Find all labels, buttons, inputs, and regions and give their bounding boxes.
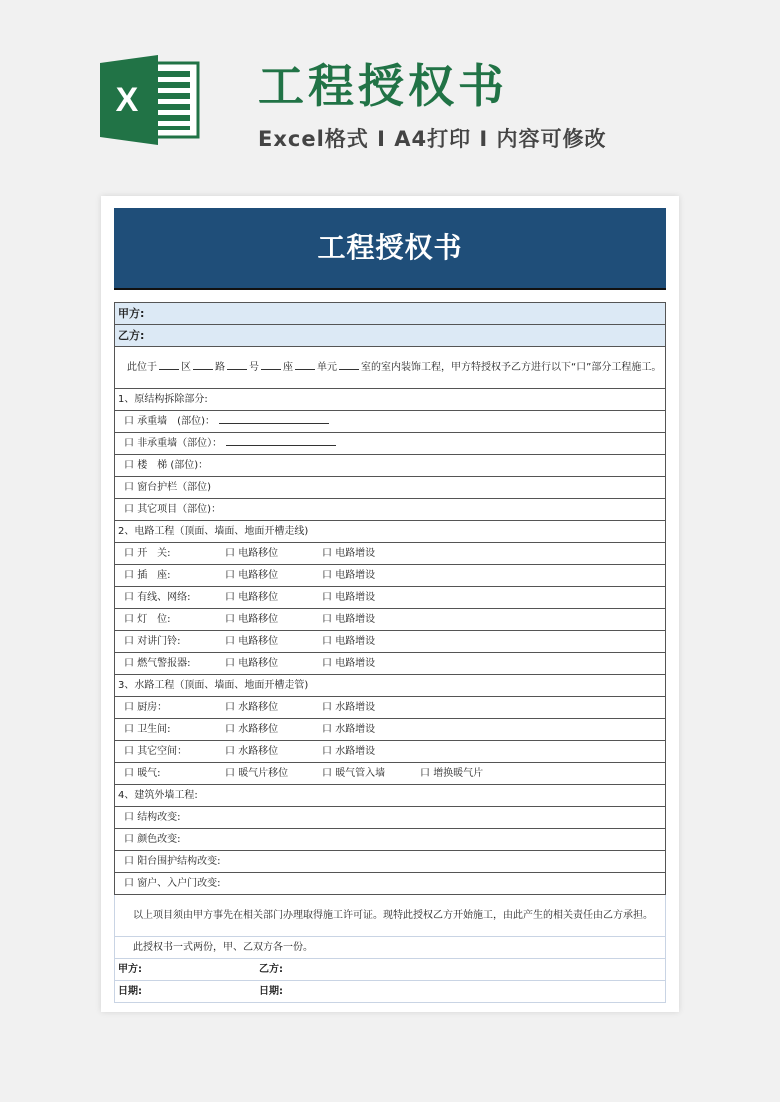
checkbox-icon[interactable]: 口 xyxy=(124,482,134,493)
checkbox-icon[interactable]: 口 xyxy=(225,592,235,603)
checkbox-option[interactable] xyxy=(124,416,215,427)
checklist-row xyxy=(114,499,666,521)
checkbox-icon[interactable]: 口 xyxy=(124,812,134,823)
checkbox-icon[interactable]: 口 xyxy=(225,702,235,713)
checkbox-label: 电路增设 xyxy=(335,658,376,669)
checkbox-icon[interactable]: 口 xyxy=(322,570,332,581)
checklist-row xyxy=(114,477,666,499)
checkbox-option[interactable] xyxy=(225,587,278,608)
checkbox-icon[interactable]: 口 xyxy=(322,658,332,669)
checklist-row xyxy=(114,543,666,565)
checkbox-icon[interactable]: 口 xyxy=(225,614,235,625)
intro-text: 单元 xyxy=(317,362,337,373)
party-a-label: 甲方: xyxy=(118,307,145,320)
checkbox-option[interactable] xyxy=(124,504,221,515)
checkbox-icon[interactable]: 口 xyxy=(225,548,235,559)
form-title-banner: 工程授权书 xyxy=(114,208,666,290)
checkbox-option[interactable] xyxy=(124,724,171,735)
address-blank[interactable] xyxy=(193,357,213,370)
checklist-row xyxy=(114,763,666,785)
checkbox-label: 电路增设 xyxy=(335,548,376,559)
checkbox-label: 卫生间: xyxy=(137,724,171,735)
checkbox-label: 承重墙 (部位)： xyxy=(137,416,215,427)
svg-text:X: X xyxy=(115,81,139,119)
checkbox-icon[interactable]: 口 xyxy=(124,702,134,713)
checkbox-label: 水路增设 xyxy=(335,702,376,713)
section-heading: 3、水路工程（顶面、墙面、地面开槽走管) xyxy=(114,675,666,697)
checkbox-icon[interactable]: 口 xyxy=(124,834,134,845)
checklist-row xyxy=(114,653,666,675)
excel-logo-icon xyxy=(100,55,200,145)
address-blank[interactable] xyxy=(159,357,179,370)
address-blank[interactable] xyxy=(227,357,247,370)
checkbox-option[interactable] xyxy=(322,697,375,718)
party-a-row[interactable] xyxy=(114,302,666,325)
checkbox-option[interactable] xyxy=(124,570,171,581)
copies-statement: 此授权书一式两份，甲、乙双方各一份。 xyxy=(114,937,666,959)
checklist-row xyxy=(114,609,666,631)
checkbox-option[interactable] xyxy=(124,702,167,713)
checkbox-option[interactable] xyxy=(225,741,278,762)
checkbox-label: 窗台护栏（部位) xyxy=(137,482,212,493)
checkbox-option[interactable] xyxy=(420,763,483,784)
checkbox-icon[interactable]: 口 xyxy=(322,548,332,559)
checkbox-option[interactable] xyxy=(124,812,181,823)
section-heading: 2、电路工程（顶面、墙面、地面开槽走线) xyxy=(114,521,666,543)
checklist-row xyxy=(114,433,666,455)
checkbox-label: 水路增设 xyxy=(335,746,376,757)
document-sheet xyxy=(101,196,679,1012)
checkbox-label: 电路移位 xyxy=(238,570,279,581)
checklist-row xyxy=(114,741,666,763)
checkbox-icon[interactable]: 口 xyxy=(124,460,134,471)
checkbox-label: 有线、网络: xyxy=(137,592,191,603)
checkbox-icon[interactable]: 口 xyxy=(124,548,134,559)
checkbox-label: 电路移位 xyxy=(238,548,279,559)
page-title: 工程授权书 xyxy=(258,59,508,113)
checkbox-label: 灯 位: xyxy=(137,614,171,625)
location-input-line[interactable] xyxy=(219,411,329,424)
checkbox-option[interactable] xyxy=(124,768,161,779)
intro-text: 路 xyxy=(215,362,225,373)
checkbox-icon[interactable]: 口 xyxy=(225,570,235,581)
checkbox-label: 开 关: xyxy=(137,548,171,559)
checkbox-label: 其它项目（部位)： xyxy=(137,504,222,515)
checkbox-label: 插 座: xyxy=(137,570,171,581)
checkbox-option[interactable] xyxy=(322,565,375,586)
checkbox-option[interactable] xyxy=(124,878,221,889)
checkbox-option[interactable] xyxy=(124,658,191,669)
address-blank[interactable] xyxy=(261,357,281,370)
checkbox-label: 暖气管入墙 xyxy=(335,768,386,779)
checkbox-label: 水路移位 xyxy=(238,724,279,735)
section-heading: 4、建筑外墙工程: xyxy=(114,785,666,807)
checkbox-icon[interactable]: 口 xyxy=(124,438,134,449)
sign-party-b: 乙方: xyxy=(259,964,283,975)
checkbox-option[interactable] xyxy=(124,548,171,559)
sign-party-a: 甲方: xyxy=(118,964,142,975)
checkbox-option[interactable] xyxy=(322,609,375,630)
checkbox-label: 结构改变: xyxy=(137,812,181,823)
checkbox-icon[interactable]: 口 xyxy=(322,724,332,735)
checkbox-icon[interactable]: 口 xyxy=(124,592,134,603)
checkbox-option[interactable] xyxy=(124,460,208,471)
date-party-b: 日期: xyxy=(259,986,283,997)
checklist-row xyxy=(114,565,666,587)
checkbox-label: 其它空间： xyxy=(137,746,188,757)
checkbox-icon[interactable]: 口 xyxy=(225,658,235,669)
checklist-row xyxy=(114,631,666,653)
checkbox-label: 电路增设 xyxy=(335,614,376,625)
checkbox-icon[interactable]: 口 xyxy=(322,768,332,779)
checkbox-option[interactable] xyxy=(124,438,222,449)
checkbox-option[interactable] xyxy=(225,763,288,784)
checkbox-label: 电路移位 xyxy=(238,658,279,669)
checkbox-icon[interactable]: 口 xyxy=(322,592,332,603)
checkbox-option[interactable] xyxy=(225,653,278,674)
checkbox-label: 电路移位 xyxy=(238,636,279,647)
checkbox-icon[interactable]: 口 xyxy=(420,768,430,779)
intro-paragraph[interactable] xyxy=(114,347,666,389)
checkbox-option[interactable] xyxy=(124,636,181,647)
checkbox-icon[interactable]: 口 xyxy=(124,614,134,625)
checkbox-option[interactable] xyxy=(225,719,278,740)
checkbox-option[interactable] xyxy=(322,631,375,652)
checklist-row xyxy=(114,873,666,895)
checkbox-option[interactable] xyxy=(322,587,375,608)
intro-text: 区 xyxy=(181,362,191,373)
checklist-row xyxy=(114,851,666,873)
checkbox-icon[interactable]: 口 xyxy=(124,724,134,735)
signature-row[interactable] xyxy=(114,959,666,981)
checkbox-icon[interactable]: 口 xyxy=(322,746,332,757)
checkbox-option[interactable] xyxy=(225,631,278,652)
checkbox-icon[interactable]: 口 xyxy=(124,570,134,581)
checkbox-label: 窗户、入户门改变: xyxy=(137,878,221,889)
checkbox-icon[interactable]: 口 xyxy=(124,416,134,427)
party-b-row[interactable] xyxy=(114,325,666,347)
checklist-row xyxy=(114,719,666,741)
checkbox-option[interactable] xyxy=(124,482,211,493)
checkbox-option[interactable] xyxy=(322,653,375,674)
checkbox-icon[interactable]: 口 xyxy=(124,878,134,889)
checkbox-label: 电路移位 xyxy=(238,614,279,625)
checkbox-option[interactable] xyxy=(124,592,191,603)
checkbox-label: 厨房： xyxy=(137,702,168,713)
checkbox-label: 阳台围护结构改变: xyxy=(137,856,221,867)
checkbox-icon[interactable]: 口 xyxy=(225,746,235,757)
checkbox-option[interactable] xyxy=(225,543,278,564)
checkbox-option[interactable] xyxy=(322,543,375,564)
checkbox-icon[interactable]: 口 xyxy=(124,658,134,669)
checkbox-label: 增换暖气片 xyxy=(433,768,484,779)
checkbox-icon[interactable]: 口 xyxy=(322,702,332,713)
checkbox-label: 燃气警报器: xyxy=(137,658,191,669)
checkbox-option[interactable] xyxy=(124,746,187,757)
intro-text: 此位于 xyxy=(127,362,157,373)
location-input-line[interactable] xyxy=(226,433,336,446)
checklist-row xyxy=(114,587,666,609)
checkbox-label: 对讲门铃: xyxy=(137,636,181,647)
checkbox-option[interactable] xyxy=(225,697,278,718)
checkbox-label: 电路移位 xyxy=(238,592,279,603)
checkbox-icon[interactable]: 口 xyxy=(124,504,134,515)
checkbox-label: 暖气: xyxy=(137,768,161,779)
checkbox-icon[interactable]: 口 xyxy=(225,636,235,647)
checklist-row xyxy=(114,455,666,477)
checkbox-icon[interactable]: 口 xyxy=(124,746,134,757)
checkbox-option[interactable] xyxy=(322,741,375,762)
section-heading: 1、原结构拆除部分: xyxy=(114,389,666,411)
checkbox-option[interactable] xyxy=(124,834,181,845)
checkbox-icon[interactable]: 口 xyxy=(124,768,134,779)
checklist-row xyxy=(114,807,666,829)
date-party-a: 日期: xyxy=(118,986,142,997)
checkbox-label: 电路增设 xyxy=(335,592,376,603)
checkbox-option[interactable] xyxy=(225,565,278,586)
checkbox-label: 楼 梯 (部位)： xyxy=(137,460,209,471)
checkbox-icon[interactable]: 口 xyxy=(124,856,134,867)
checklist-row xyxy=(114,829,666,851)
date-row[interactable] xyxy=(114,981,666,1003)
checklist-row xyxy=(114,411,666,433)
checkbox-option[interactable] xyxy=(124,856,221,867)
checkbox-option[interactable] xyxy=(124,614,171,625)
checklist-row xyxy=(114,697,666,719)
address-blank[interactable] xyxy=(339,357,359,370)
checkbox-option[interactable] xyxy=(225,609,278,630)
checkbox-label: 水路移位 xyxy=(238,746,279,757)
checkbox-icon[interactable]: 口 xyxy=(225,724,235,735)
checkbox-label: 电路增设 xyxy=(335,636,376,647)
intro-text: 号 xyxy=(249,362,259,373)
checkbox-option[interactable] xyxy=(322,719,375,740)
checkbox-icon[interactable]: 口 xyxy=(225,768,235,779)
address-blank[interactable] xyxy=(295,357,315,370)
checkbox-label: 颜色改变: xyxy=(137,834,181,845)
checkbox-icon[interactable]: 口 xyxy=(322,636,332,647)
checkbox-option[interactable] xyxy=(322,763,385,784)
intro-text: 座 xyxy=(283,362,293,373)
checkbox-label: 水路移位 xyxy=(238,702,279,713)
checkbox-icon[interactable]: 口 xyxy=(322,614,332,625)
page-subtitle: Excel格式 I A4打印 I 内容可修改 xyxy=(258,127,607,151)
intro-text: 室的室内装饰工程，甲方特授权予乙方进行以下“口”部分工程施工。 xyxy=(361,362,662,373)
notice-paragraph: 以上项目须由甲方事先在相关部门办理取得施工许可证。现特此授权乙方开始施工，由此产生的相关责任由乙方承担。 xyxy=(114,895,666,937)
checkbox-label: 暖气片移位 xyxy=(238,768,289,779)
checkbox-label: 非承重墙（部位）： xyxy=(137,438,223,449)
party-b-label: 乙方: xyxy=(118,329,145,342)
checkbox-icon[interactable]: 口 xyxy=(124,636,134,647)
checkbox-label: 水路增设 xyxy=(335,724,376,735)
checkbox-label: 电路增设 xyxy=(335,570,376,581)
authorization-form xyxy=(114,208,666,1003)
